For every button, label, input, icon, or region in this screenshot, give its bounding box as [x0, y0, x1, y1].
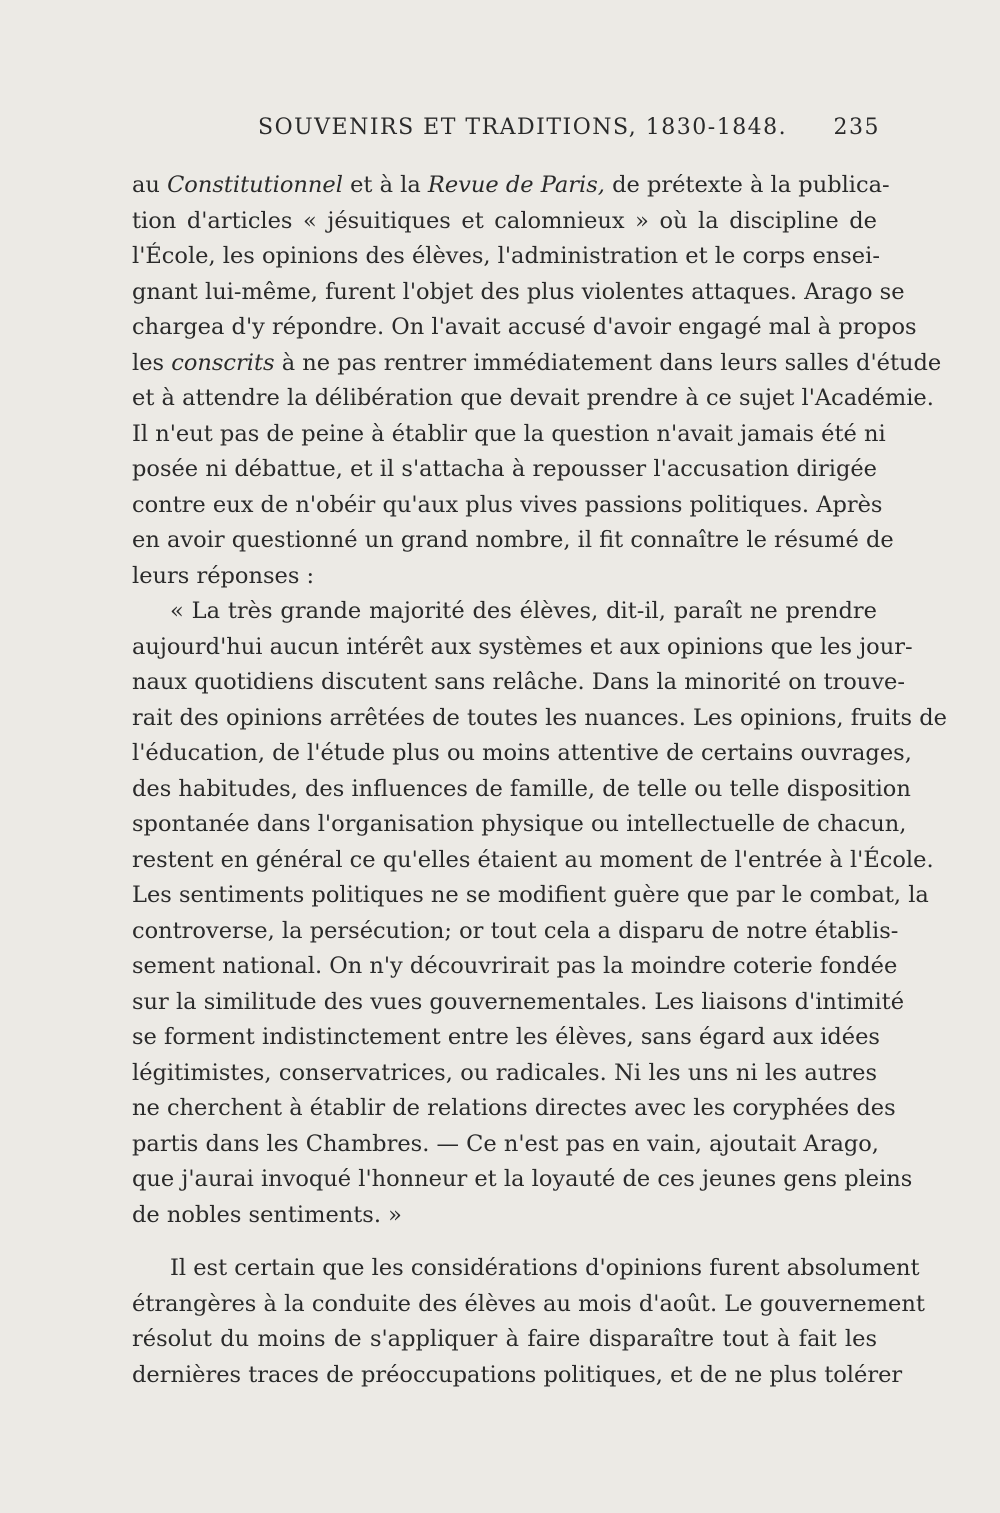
text-line: spontanée dans l'organisation physique ou intellectuelle de chacun,	[132, 811, 907, 837]
text-line: tion d'articles « jésuitiques et calomnieux » où la discipline de	[132, 207, 877, 234]
italic-term: conscrits	[171, 349, 275, 376]
text-line: contre eux de n'obéir qu'aux plus vives passions politiques. Après	[132, 491, 883, 518]
text-line: dernières traces de préoccupations politiques, et de ne plus tolérer	[132, 1361, 903, 1388]
text-line: en avoir questionné un grand nombre, il fit connaître le résumé de	[132, 527, 894, 553]
paragraph-gap	[132, 1233, 877, 1251]
text-line: aujourd'hui aucun intérêt aux systèmes et aux opinions que les jour-	[132, 633, 913, 660]
text-line: « La très grande majorité des élèves, dit-il, paraît ne prendre	[170, 598, 877, 624]
paragraph-1	[132, 168, 942, 594]
text-line: les conscrits à ne pas rentrer immédiatement dans leurs salles d'étude	[132, 349, 942, 376]
text-line: l'éducation, de l'étude plus ou moins attentive de certains ouvrages,	[132, 740, 912, 766]
text-line: que j'aurai invoqué l'honneur et la loyauté de ces jeunes gens pleins	[132, 1166, 913, 1192]
text-line: leurs réponses :	[132, 562, 315, 589]
text-line: naux quotidiens discutent sans relâche. Dans la minorité on trouve-	[132, 669, 905, 695]
text-line: étrangères à la conduite des élèves au mois d'août. Le gouvernement	[132, 1290, 925, 1317]
text-line: partis dans les Chambres. — Ce n'est pas en vain, ajoutait Arago,	[132, 1130, 879, 1157]
text-line: ne cherchent à établir de relations directes avec les coryphées des	[132, 1095, 896, 1121]
text-line: chargea d'y répondre. On l'avait accusé d'avoir engagé mal à propos	[132, 314, 917, 340]
quotation-paragraph	[132, 594, 947, 1233]
text-line: sur la similitude des vues gouvernementales. Les liaisons d'intimité	[132, 988, 905, 1015]
text-line: légitimistes, conservatrices, ou radicales. Ni les uns ni les autres	[132, 1059, 877, 1086]
page-body	[132, 168, 947, 1393]
text-line: posée ni débattue, et il s'attacha à repousser l'accusation dirigée	[132, 456, 877, 482]
text-line: Les sentiments politiques ne se modifient guère que par le combat, la	[132, 882, 929, 908]
text-line: Il n'eut pas de peine à établir que la question n'avait jamais été ni	[132, 420, 886, 447]
text-line: de nobles sentiments. »	[132, 1201, 402, 1228]
text-line: controverse, la persécution; or tout cela a disparu de notre établis-	[132, 917, 899, 944]
text-line: résolut du moins de s'appliquer à faire disparaître tout à fait les	[132, 1326, 877, 1352]
running-title: SOUVENIRS ET TRADITIONS, 1830-1848.	[258, 115, 788, 140]
text-line: sement national. On n'y découvrirait pas la moindre coterie fondée	[132, 953, 898, 979]
text-line: rait des opinions arrêtées de toutes les nuances. Les opinions, fruits de	[132, 704, 947, 731]
paragraph-3	[132, 1251, 925, 1393]
text-line: gnant lui-même, furent l'objet des plus violentes attaques. Arago se	[132, 278, 905, 305]
text-line: se forment indistinctement entre les élèves, sans égard aux idées	[132, 1024, 880, 1050]
periodical-title: Constitutionnel	[167, 172, 343, 198]
periodical-title: Revue de Paris,	[427, 172, 605, 198]
text-line: restent en général ce qu'elles étaient au moment de l'entrée à l'École.	[132, 846, 934, 873]
text-line: et à attendre la délibération que devait prendre à ce sujet l'Académie.	[132, 385, 934, 411]
page-number: 235	[833, 115, 880, 140]
text-line: au Constitutionnel et à la Revue de Paris, de prétexte à la publica-	[132, 172, 890, 198]
text-line: des habitudes, des influences de famille, de telle ou telle disposition	[132, 775, 911, 802]
text-line: Il est certain que les considérations d'opinions furent absolument	[170, 1255, 920, 1281]
text-line: l'École, les opinions des élèves, l'administration et le corps ensei-	[132, 243, 880, 269]
